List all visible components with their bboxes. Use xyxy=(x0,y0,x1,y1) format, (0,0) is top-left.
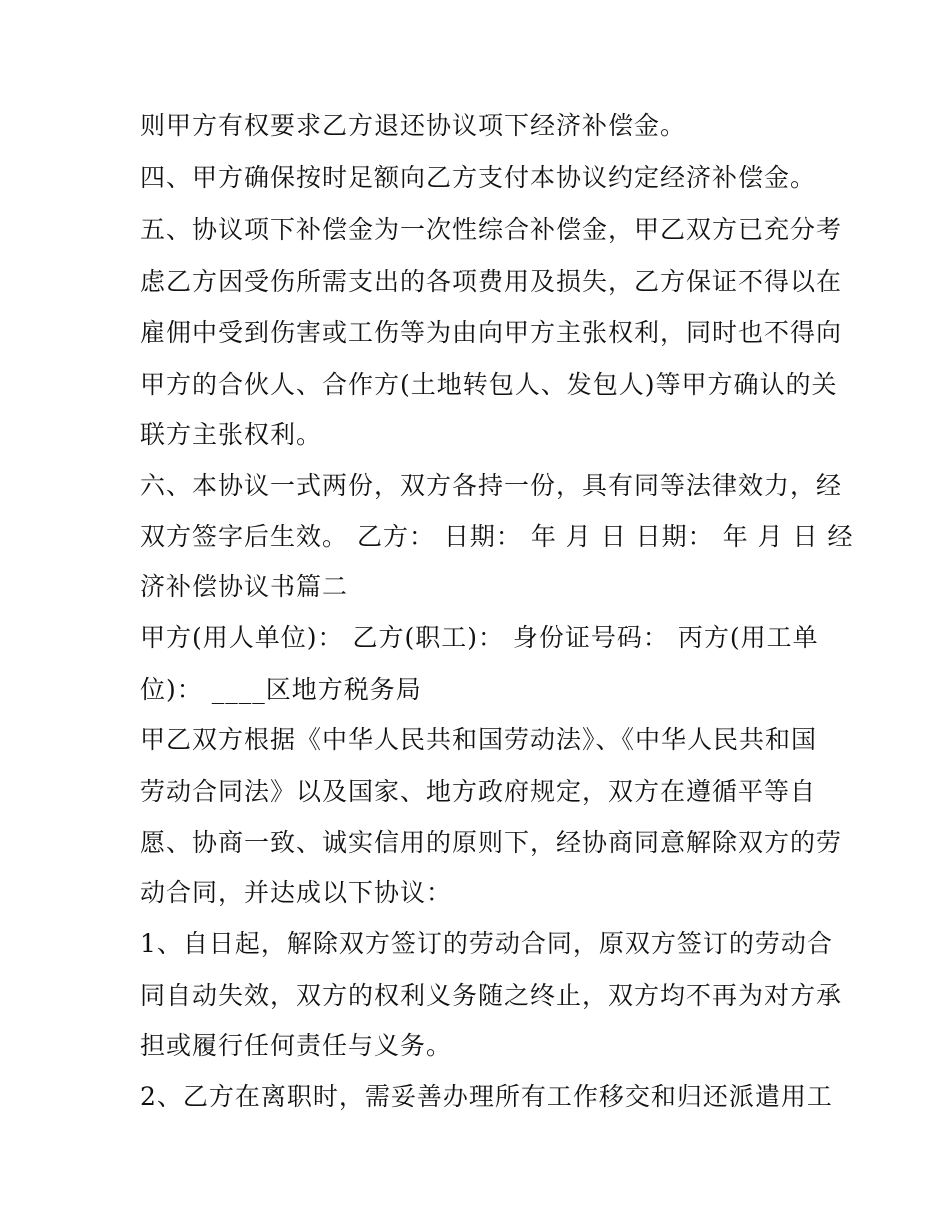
text-line: 则甲方有权要求乙方退还协议项下经济补偿金。 xyxy=(140,111,687,140)
text-line: 劳动合同法》以及国家、地方政府规定，双方在遵循平等自 xyxy=(140,777,817,806)
text-line: 1、自日起，解除双方签订的劳动合同，原双方签订的劳动合 xyxy=(140,929,833,958)
text-line: 虑乙方因受伤所需支出的各项费用及损失，乙方保证不得以在 xyxy=(140,267,843,296)
text-line: 六、本协议一式两份，双方各持一份，具有同等法律效力，经 xyxy=(140,471,843,500)
text-line: 动合同，并达成以下协议： xyxy=(140,878,453,907)
text-line: 济补偿协议书篇二 xyxy=(140,572,349,601)
text-line: 甲方的合伙人、合作方(土地转包人、发包人)等甲方确认的关 xyxy=(140,370,838,399)
text-line: 担或履行任何责任与义务。 xyxy=(140,1031,453,1060)
text-line: 2、乙方在离职时，需妥善办理所有工作移交和归还派遣用工 xyxy=(140,1082,833,1111)
text-line: 愿、协商一致、诚实信用的原则下，经协商同意解除双方的劳 xyxy=(140,828,843,857)
text-line: 同自动失效，双方的权利义务随之终止，双方均不再为对方承 xyxy=(140,981,843,1010)
text-line: 雇佣中受到伤害或工伤等为由向甲方主张权利，同时也不得向 xyxy=(140,318,843,347)
text-line: 双方签字后生效。 乙方： 日期： 年 月 日 日期： 年 月 日 经 xyxy=(140,522,854,551)
text-line: 联方主张权利。 xyxy=(140,420,323,449)
text-line: 四、甲方确保按时足额向乙方支付本协议约定经济补偿金。 xyxy=(140,163,817,192)
text-line: 甲方(用人单位)： 乙方(职工)： 身份证号码： 丙方(用工单 xyxy=(140,623,819,652)
text-line: 位)： ____区地方税务局 xyxy=(140,675,422,704)
text-line: 甲乙双方根据《中华人民共和国劳动法》、《中华人民共和国 xyxy=(140,725,818,754)
text-line: 五、协议项下补偿金为一次性综合补偿金，甲乙双方已充分考 xyxy=(140,215,843,244)
